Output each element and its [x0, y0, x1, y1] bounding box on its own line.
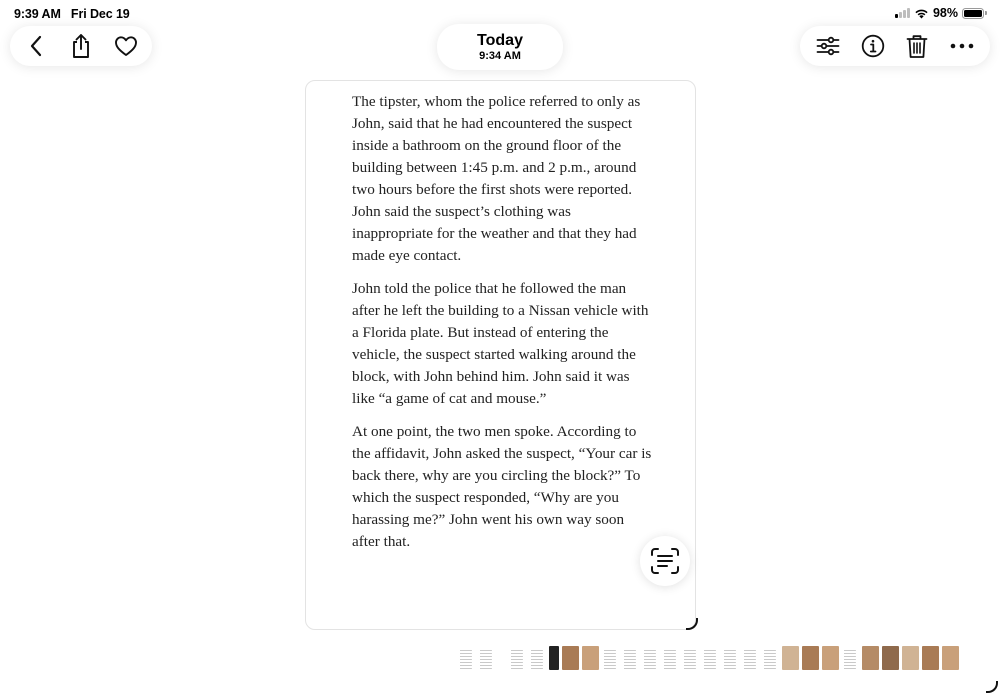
thumbnail[interactable] [902, 646, 919, 670]
thumbnail[interactable] [742, 646, 759, 670]
thumbnail[interactable] [562, 646, 579, 670]
live-text-scan-icon [650, 547, 680, 575]
status-indicators [895, 6, 984, 20]
cellular-signal-icon [895, 8, 910, 18]
header-subtitle: 9:34 AM [479, 49, 521, 62]
thumbnail[interactable] [702, 646, 719, 670]
thumbnail[interactable] [782, 646, 799, 670]
thumbnail[interactable] [602, 646, 619, 670]
thumbnail[interactable] [582, 646, 599, 670]
thumbnail[interactable] [882, 646, 899, 670]
article-paragraph-2: John told the police that he followed the man after he left the building to a Nissan vehicle with a Florida plate. But instead of entering the vehicle, the suspect started walking around the block, with John behind him. John said it was like “a game of cat and mouse.” [352, 280, 649, 407]
thumbnail[interactable] [622, 646, 639, 670]
corner-mark-icon [986, 681, 998, 693]
adjust-sliders-icon [816, 36, 840, 56]
heart-icon [114, 35, 138, 57]
more-ellipsis-icon [950, 43, 974, 49]
thumbnail[interactable] [529, 646, 546, 670]
info-icon [861, 34, 885, 58]
article-text [352, 91, 652, 564]
toolbar-left [10, 26, 152, 66]
photo-viewer[interactable] [305, 80, 696, 630]
status-bar [0, 0, 1000, 26]
thumbnail[interactable] [842, 646, 859, 670]
thumbnail[interactable] [642, 646, 659, 670]
delete-button[interactable] [900, 29, 934, 63]
wifi-icon [914, 8, 929, 19]
more-button[interactable] [945, 29, 979, 63]
status-time-date [14, 7, 130, 21]
thumbnail[interactable] [549, 646, 559, 670]
share-icon [70, 33, 92, 59]
info-button[interactable] [856, 29, 890, 63]
battery-percent: 98% [932, 6, 958, 20]
adjust-button[interactable] [811, 29, 845, 63]
thumbnail[interactable] [722, 646, 739, 670]
trash-icon [906, 34, 928, 59]
thumbnail[interactable] [662, 646, 679, 670]
status-date: Fri Dec 19 [70, 7, 130, 21]
live-text-button[interactable] [640, 536, 690, 586]
battery-icon [962, 8, 984, 19]
thumbnail[interactable] [682, 646, 699, 670]
article-paragraph-3: At one point, the two men spoke. According to the affidavit, John asked the suspect, “Your car is back there, why are you circling the block?” To which the suspect responded, “Why are you harassing me?” John went his own way soon after that. [352, 423, 652, 550]
article-paragraph-1: The tipster, whom the police referred to only as John, said that he had encountered the suspect inside a bathroom on the ground floor of the building between 1:45 p.m. and 2 p.m., around two hours before the first shots were reported. John said the suspect’s clothing was inappropriate for the weather and that they had made eye contact. [352, 93, 641, 264]
thumbnail-strip[interactable] [458, 644, 959, 672]
date-header [437, 24, 563, 70]
back-chevron-icon [29, 35, 43, 57]
corner-mark-icon [686, 618, 698, 630]
back-button[interactable] [19, 29, 53, 63]
thumbnail[interactable] [509, 646, 526, 670]
thumbnail[interactable] [822, 646, 839, 670]
favorite-button[interactable] [109, 29, 143, 63]
thumbnail[interactable] [478, 646, 495, 670]
share-button[interactable] [64, 29, 98, 63]
thumbnail[interactable] [458, 646, 475, 670]
toolbar-right [800, 26, 990, 66]
thumbnail[interactable] [942, 646, 959, 670]
status-time: 9:39 AM [14, 7, 61, 21]
header-title: Today [477, 31, 523, 49]
thumbnail [498, 646, 506, 670]
thumbnail[interactable] [922, 646, 939, 670]
thumbnail[interactable] [762, 646, 779, 670]
thumbnail[interactable] [862, 646, 879, 670]
thumbnail[interactable] [802, 646, 819, 670]
